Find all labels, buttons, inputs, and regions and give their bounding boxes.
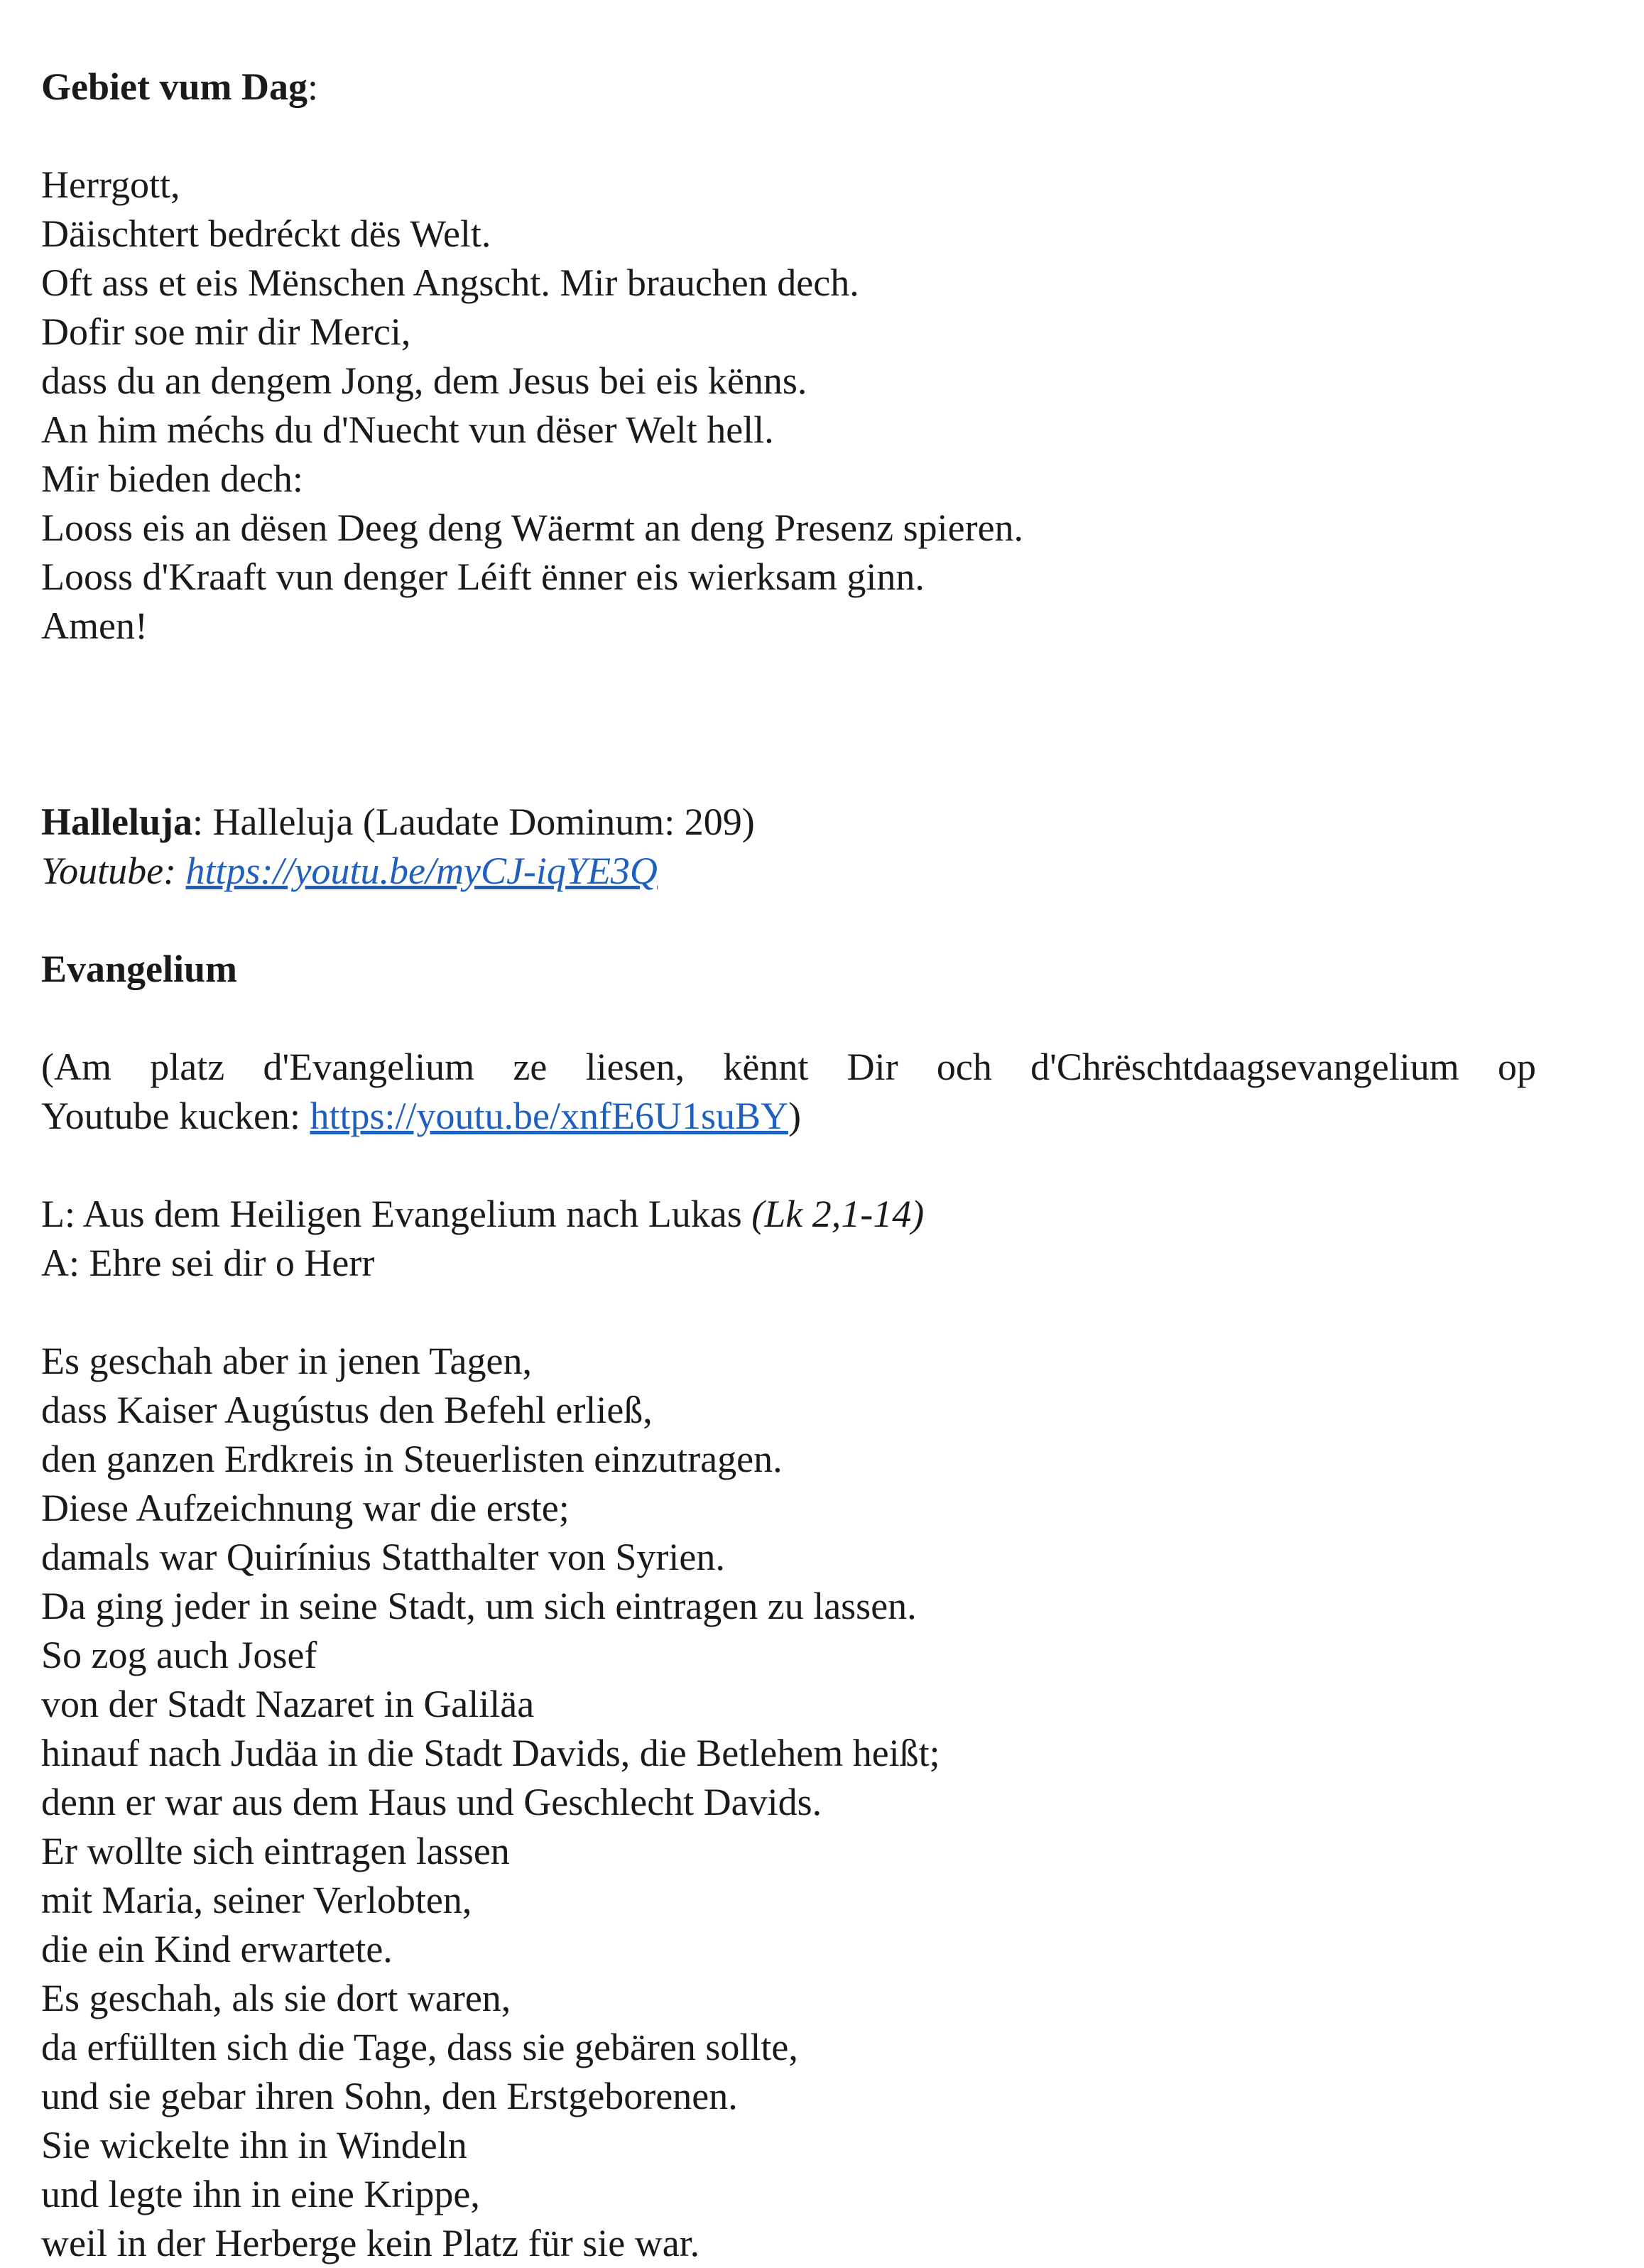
gospel-note-line-2 [41,1092,1536,1141]
gospel-line: und sie gebar ihren Sohn, den Erstgeborenen. [41,2075,738,2117]
prayer-line: An him méchs du d'Nuecht vun dëser Welt hell. [41,408,774,451]
halleluja-text: : Halleluja (Laudate Dominum: 209) [192,801,755,843]
prayer-line: Dofir soe mir dir Merci, [41,310,411,353]
gospel-note-suffix: ) [788,1095,801,1137]
gospel-line: und legte ihn in eine Krippe, [41,2173,480,2215]
gospel-line: den ganzen Erdkreis in Steuerlisten einzutragen. [41,1438,783,1480]
spacer [41,651,1536,749]
prayer-line: Looss eis an dësen Deeg deng Wäermt an deng Presenz spieren. [41,506,1024,549]
reader-text: L: Aus dem Heiligen Evangelium nach Lukas [41,1193,752,1235]
prayer-line: Looss d'Kraaft vun denger Léift ënner eis wierksam ginn. [41,555,925,598]
spacer [41,994,1536,1043]
top-margin [41,0,1536,63]
gospel-note-line-1: (Am platz d'Evangelium ze liesen, kënnt Dir och d'Chrëschtdaagsevangelium op [41,1046,1536,1088]
halleluja-heading: Halleluja [41,801,192,843]
gospel-line: Es geschah, als sie dort waren, [41,1977,511,2019]
gospel-line: die ein Kind erwartete. [41,1928,393,1970]
gospel-line: Sie wickelte ihn in Windeln [41,2124,467,2166]
prayer-heading-line [41,63,1536,112]
gospel-line: Diese Aufzeichnung war die erste; [41,1487,570,1529]
gospel-line: hinauf nach Judäa in die Stadt Davids, die Betlehem heißt; [41,1732,940,1774]
gospel-line: mit Maria, seiner Verlobten, [41,1879,472,1921]
gospel-line: denn er war aus dem Haus und Geschlecht Davids. [41,1781,822,1823]
spacer [41,1141,1536,1190]
halleluja-line [41,798,1536,847]
prayer-line: Oft ass et eis Mënschen Angscht. Mir brauchen dech. [41,261,859,304]
prayer-line: Mir bieden dech: [41,457,303,500]
gospel-line: weil in der Herberge kein Platz für sie war. [41,2222,700,2264]
spacer [41,1288,1536,1337]
prayer-heading-colon: : [307,65,318,108]
document-page [41,0,1536,2268]
prayer-text [41,161,1536,651]
prayer-line: Herrgott, [41,163,180,206]
prayer-line: Däischtert bedréckt dës Welt. [41,212,491,255]
gospel-line: Da ging jeder in seine Stadt, um sich eintragen zu lassen. [41,1585,917,1627]
gospel-heading: Evangelium [41,948,238,990]
halleluja-youtube-line [41,847,1536,896]
response-line: A: Ehre sei dir o Herr [41,1242,375,1284]
gospel-line: damals war Quirínius Statthalter von Syrien. [41,1536,725,1578]
gospel-note-prefix: Youtube kucken: [41,1095,310,1137]
spacer [41,112,1536,161]
gospel-text [41,1337,1536,2268]
gospel-line: dass Kaiser Augústus den Befehl erließ, [41,1389,653,1431]
gospel-youtube-link[interactable]: https://youtu.be/xnfE6U1suBY [310,1095,789,1137]
spacer [41,749,1536,798]
gospel-line: von der Stadt Nazaret in Galiläa [41,1683,535,1725]
halleluja-youtube-link[interactable]: https://youtu.be/myCJ-iqYE3Q [185,850,658,892]
spacer [41,896,1536,945]
gospel-line: So zog auch Josef [41,1634,317,1676]
gospel-line: da erfüllten sich die Tage, dass sie gebären sollte, [41,2026,798,2068]
prayer-heading: Gebiet vum Dag [41,65,307,108]
scripture-reference: (Lk 2,1-14) [751,1193,925,1235]
gospel-line: Er wollte sich eintragen lassen [41,1830,510,1872]
gospel-line: Es geschah aber in jenen Tagen, [41,1340,532,1382]
reader-line [41,1190,1536,1239]
prayer-line: Amen! [41,604,148,647]
prayer-line: dass du an dengem Jong, dem Jesus bei eis kënns. [41,359,807,402]
youtube-label: Youtube: [41,850,186,892]
